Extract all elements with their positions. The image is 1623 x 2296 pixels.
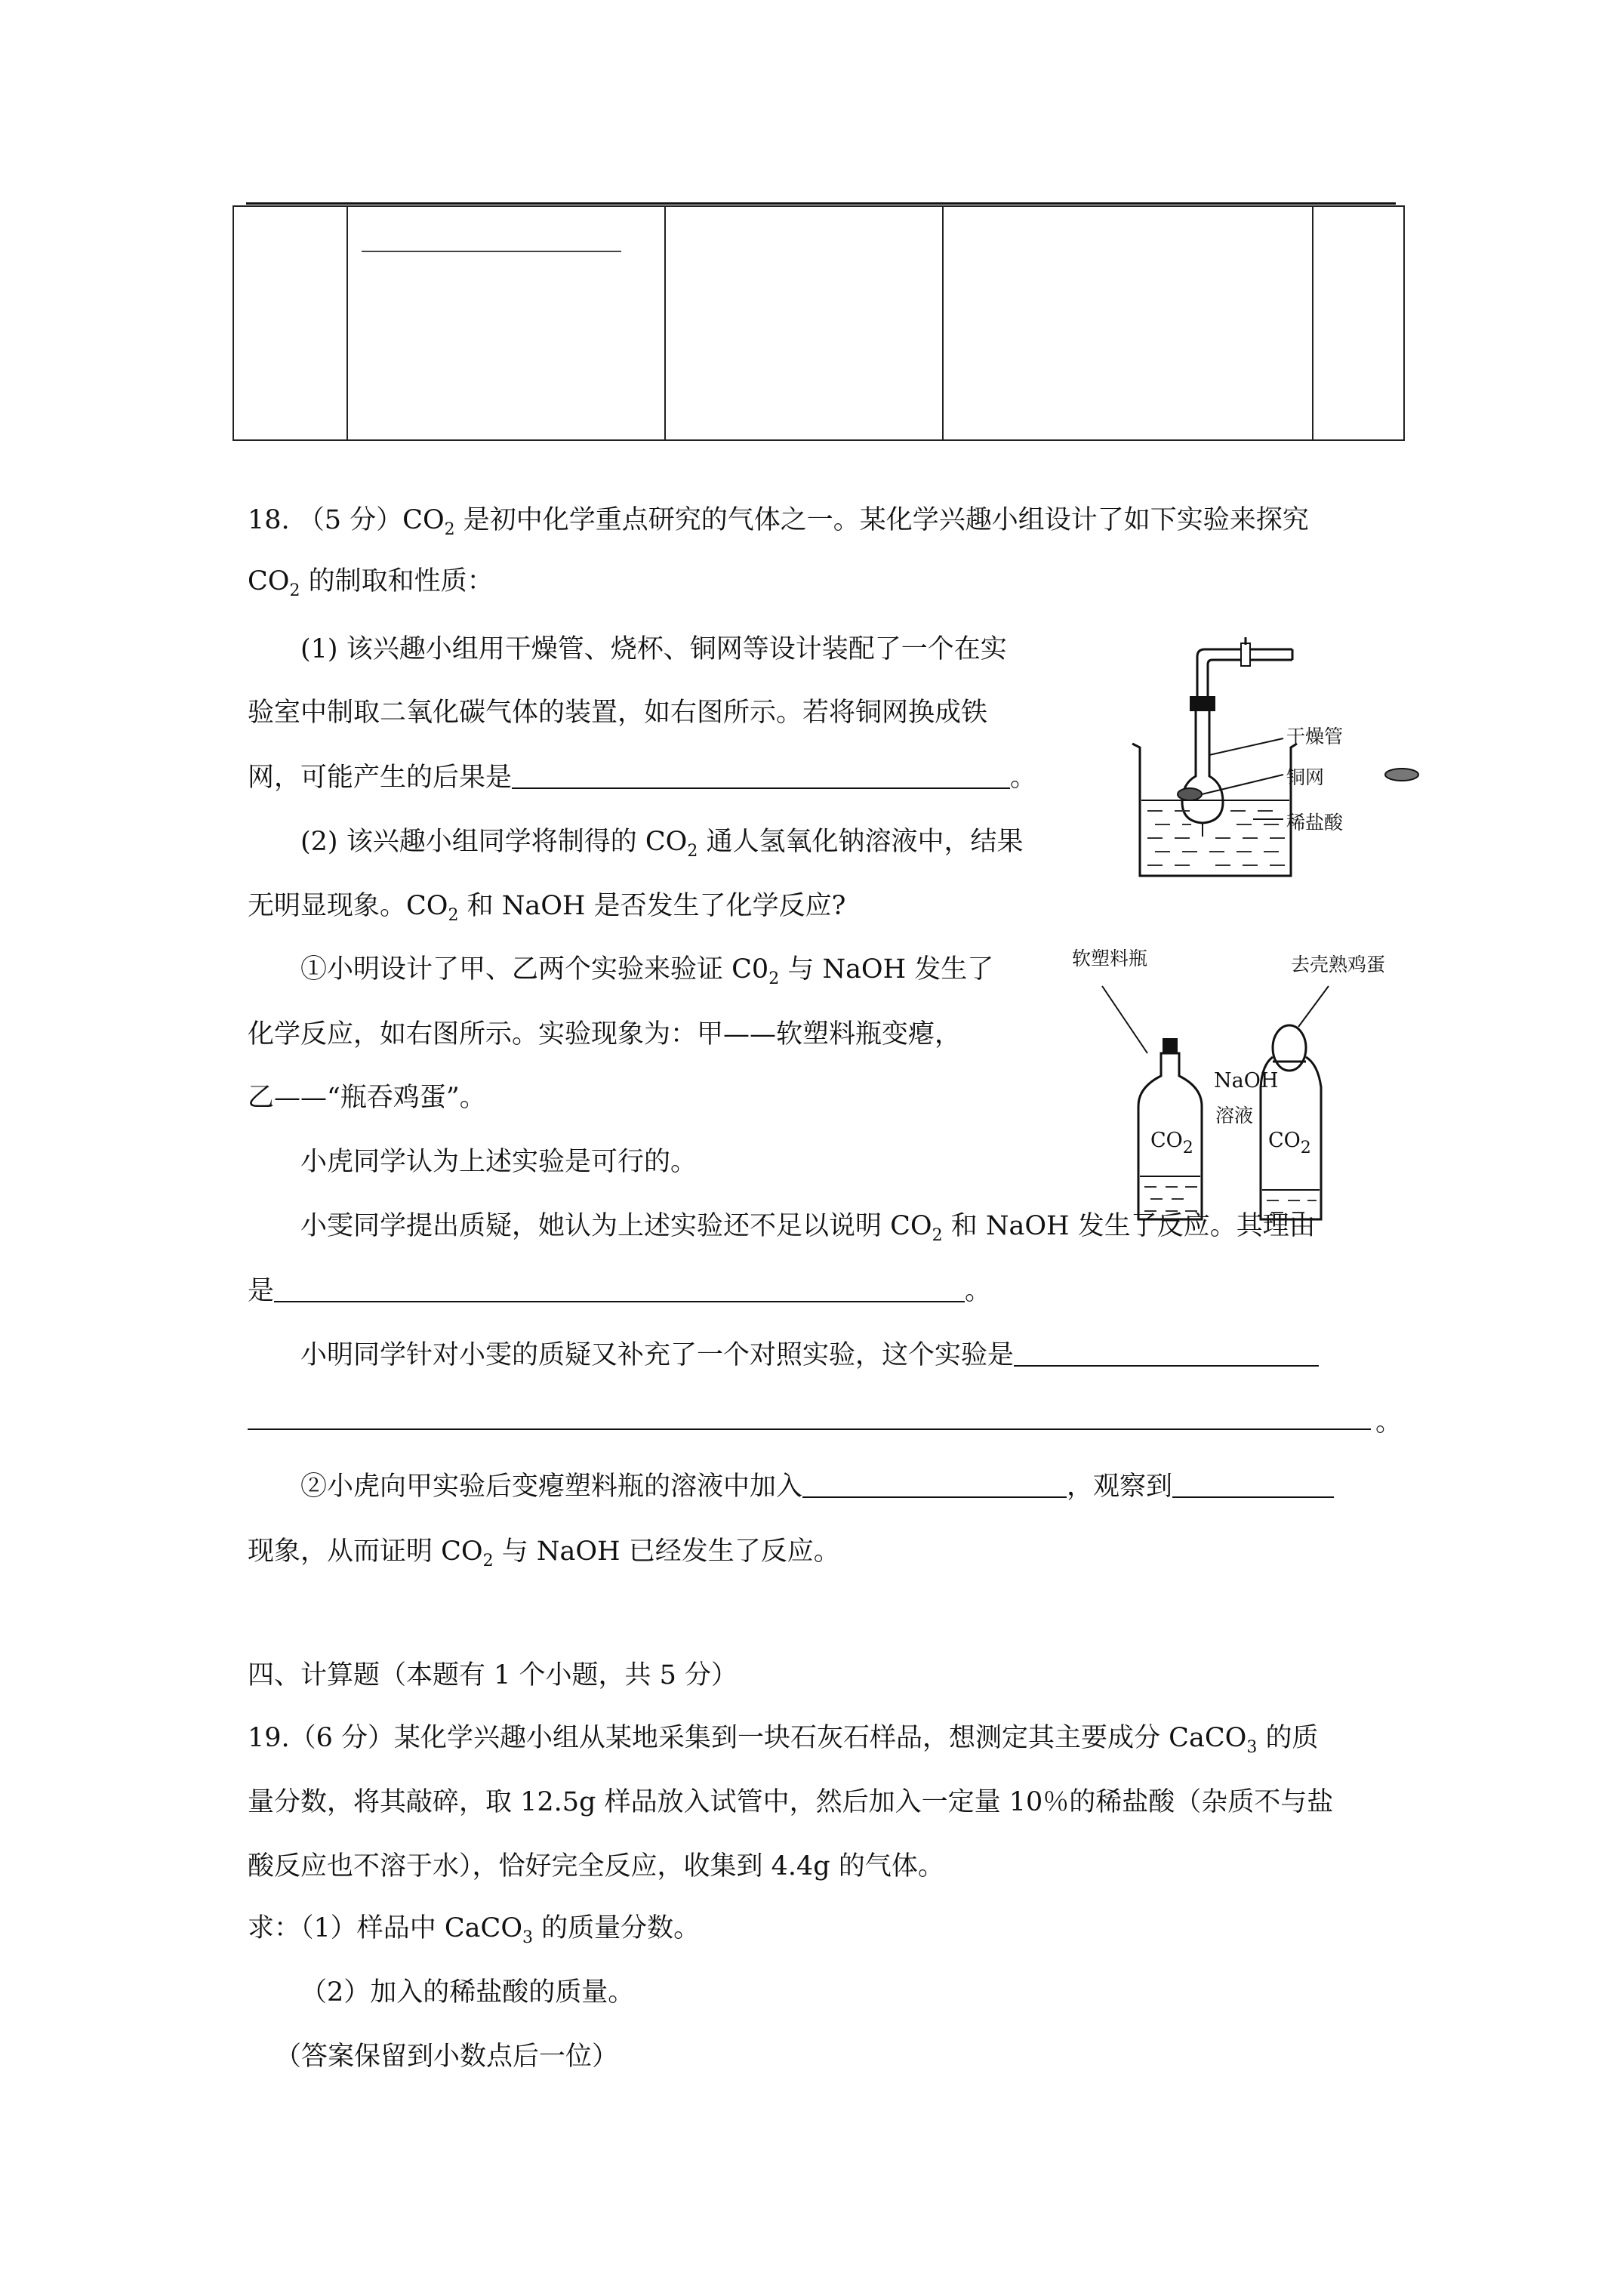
label-solution: 溶液 [1215, 1105, 1254, 1126]
q19-line-3: 酸反应也不溶于水），恰好完全反应，收集到 4.4g 的气体。 [248, 1851, 944, 1881]
label-co2-right: $CO_2$ [1268, 1129, 1311, 1157]
q18-part1-line-2: 验室中制取二氧化碳气体的装置，如右图所示。若将铜网换成铁 [248, 698, 988, 728]
q18-sub1-line-4: 小虎同学认为上述实验是可行的。 [300, 1147, 698, 1177]
q18-sub1-line-3: 乙——“瓶吞鸡蛋”。 [248, 1083, 486, 1113]
label-peeled-egg: 去壳熟鸡蛋 [1291, 954, 1386, 975]
q18-sub1-line-1: ①小明设计了甲、乙两个实验来验证 $C0_2$ 与 NaOH 发生了 [300, 954, 994, 988]
label-co2-left: $CO_2$ [1150, 1129, 1193, 1157]
table-cell-3 [664, 205, 944, 441]
label-copper-mesh: 铜网 [1286, 766, 1325, 788]
table-cell-5 [1312, 205, 1405, 441]
q19-line-1: 19.（6 分）某化学兴趣小组从某地采集到一块石灰石样品，想测定其主要成分 CaCO$_3$ 的质 [248, 1723, 1319, 1757]
table-cell-2 [346, 205, 666, 441]
label-soft-plastic-bottle: 软塑料瓶 [1072, 948, 1148, 969]
q18-sub1-line-2: 化学反应，如右图所示。实验现象为：甲——软塑料瓶变瘪， [248, 1019, 962, 1049]
answer-blank-control-experiment[interactable] [1014, 1339, 1319, 1367]
q18-sub2-line-2: 现象，从而证明 $CO_2$ 与 NaOH 已经发生了反应。 [248, 1536, 840, 1570]
q18-part2-line-1: (2) 该兴趣小组同学将制得的 $CO_2$ 通人氢氧化钠溶液中，结果 [300, 827, 1024, 861]
q18-part1-line-3: 网，可能产生的后果是 。 [248, 763, 1037, 793]
table-top-rule [246, 202, 1396, 205]
q18-sub2-line-1: ②小虎向甲实验后变瘪塑料瓶的溶液中加入 ，观察到 [300, 1469, 1334, 1505]
table-cell-4 [942, 205, 1313, 441]
q18-sub1-line-6: 是 。 [248, 1276, 992, 1306]
q18-sub1-line-8-end: 。 [1375, 1407, 1403, 1438]
q18-line-1: 18. （5 分）$CO_2$ 是初中化学重点研究的气体之一。某化学兴趣小组设计了如下实验来探究 [248, 505, 1309, 539]
q18-line-2: $CO_2$ 的制取和性质： [248, 566, 494, 600]
q18-part2-line-2: 无明显现象。$CO_2$ 和 NaOH 是否发生了化学反应? [248, 891, 846, 925]
answer-blank-reagent[interactable] [802, 1471, 1067, 1498]
answer-blank-reason[interactable] [274, 1275, 965, 1302]
q19-line-2: 量分数，将其敲碎，取 12.5g 样品放入试管中，然后加入一定量 10％的稀盐酸（杂质不与盐 [248, 1787, 1334, 1817]
label-drying-tube: 干燥管 [1286, 726, 1344, 747]
label-dilute-hcl: 稀盐酸 [1286, 812, 1344, 834]
answer-blank-control-experiment-cont[interactable] [248, 1428, 1371, 1430]
q18-sub1-line-7: 小明同学针对小雯的质疑又补充了一个对照实验，这个实验是 [300, 1337, 1319, 1373]
answer-blank-consequence[interactable] [512, 762, 1010, 789]
q19-ask-1: 求：（1）样品中 CaCO$_3$ 的质量分数。 [248, 1913, 701, 1947]
answer-blank-line[interactable] [362, 251, 621, 252]
co2-naoh-figure [1072, 936, 1419, 1223]
q18-part1-line-1: (1) 该兴趣小组用干燥管、烧杯、铜网等设计装配了一个在实 [300, 634, 1007, 664]
q19-ask-2: （2）加入的稀盐酸的质量。 [300, 1977, 635, 2008]
section4-heading: 四、计算题（本题有 1 个小题，共 5 分） [248, 1660, 738, 1690]
co2-generator-figure [1102, 634, 1419, 883]
q19-note: （答案保留到小数点后一位） [275, 2042, 619, 2072]
answer-blank-observation[interactable] [1172, 1471, 1334, 1498]
label-naoh: NaOH [1214, 1069, 1279, 1093]
q18-sub1-line-5: 小雯同学提出质疑，她认为上述实验还不足以说明 $CO_2$ 和 NaOH 发生了反应。其理由 [300, 1211, 1316, 1245]
table-cell-1 [233, 205, 348, 441]
